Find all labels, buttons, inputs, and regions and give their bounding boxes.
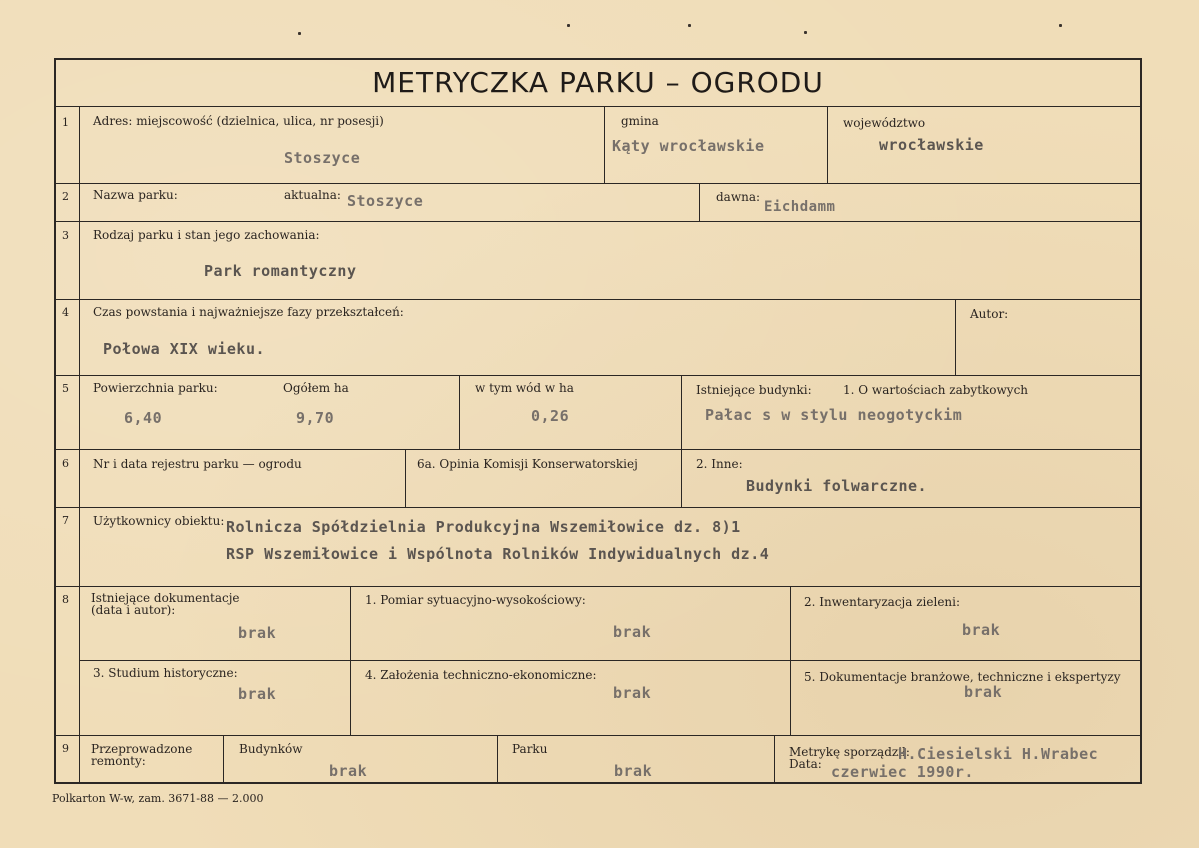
date-label: Data: <box>789 757 822 771</box>
cell-divider <box>459 375 460 449</box>
park-repairs-label: Parku <box>512 742 548 756</box>
row-number: 7 <box>62 514 69 527</box>
water-area-value: 0,26 <box>531 407 570 425</box>
number-column-divider <box>79 106 80 784</box>
buildings-repairs-label: Budynków <box>239 742 303 756</box>
former-name-value: Eichdamm <box>764 199 836 215</box>
existing-buildings-label: Istniejące budynki: <box>696 383 812 397</box>
former-name-label: dawna: <box>716 190 761 204</box>
users-line-1: Rolnicza Spółdzielnia Produkcyjna Wszemiłowice dz. 8)1 <box>226 518 741 536</box>
row-number: 3 <box>62 229 69 242</box>
existing-docs-label-2: (data i autor): <box>91 603 176 617</box>
monument-buildings-value: Pałac s w stylu neogotyckim <box>705 406 963 424</box>
cell-divider <box>604 106 605 183</box>
current-name-value: Stoszyce <box>347 192 424 210</box>
origin-value: Połowa XIX wieku. <box>103 340 266 358</box>
address-value: Stoszyce <box>284 149 361 167</box>
greenery-inventory-label: 2. Inwentaryzacja zieleni: <box>804 595 961 609</box>
survey-value: brak <box>613 623 652 641</box>
other-buildings-value: Budynki folwarczne. <box>746 477 928 495</box>
park-type-label: Rodzaj parku i stan jego zachowania: <box>93 228 320 242</box>
area-value: 6,40 <box>124 409 163 427</box>
row-line <box>56 183 1140 184</box>
row-line <box>56 507 1140 508</box>
repairs-label-2: remonty: <box>91 754 146 768</box>
gmina-label: gmina <box>621 114 659 128</box>
cell-divider <box>955 299 956 375</box>
existing-docs-label: Istniejące dokumentacje <box>91 591 240 605</box>
water-area-label: w tym wód w ha <box>475 381 574 395</box>
cell-divider <box>790 586 791 735</box>
survey-label: 1. Pomiar sytuacyjno-wysokościowy: <box>365 593 586 607</box>
printer-footer: Polkarton W-w, zam. 3671-88 — 2.000 <box>52 792 264 805</box>
branch-docs-label: 5. Dokumentacje branżowe, techniczne i ekspertyzy <box>804 670 1121 684</box>
technical-assumptions-value: brak <box>613 684 652 702</box>
row-number: 6 <box>62 457 69 470</box>
historical-study-value: brak <box>238 685 277 703</box>
row-line <box>56 375 1140 376</box>
cell-divider <box>350 586 351 735</box>
cell-divider <box>827 106 828 183</box>
historical-study-label: 3. Studium historyczne: <box>93 666 238 680</box>
park-type-value: Park romantyczny <box>204 262 357 280</box>
row-line <box>56 735 1140 736</box>
register-label: Nr i data rejestru parku — ogrodu <box>93 457 302 471</box>
row-number: 2 <box>62 190 69 203</box>
voivodeship-value: wrocławskie <box>879 136 984 154</box>
cell-divider <box>405 449 406 507</box>
gmina-value: Kąty wrocławskie <box>612 137 765 155</box>
repairs-label: Przeprowadzone <box>91 742 193 756</box>
row-number: 8 <box>62 593 69 606</box>
existing-docs-value: brak <box>238 624 277 642</box>
paper-speck <box>688 24 691 27</box>
row-line <box>56 449 1140 450</box>
total-area-value: 9,70 <box>296 409 335 427</box>
monument-buildings-label: 1. O wartościach zabytkowych <box>843 383 1029 397</box>
row-line <box>79 660 1140 661</box>
address-label: Adres: miejscowość (dzielnica, ulica, nr posesji) <box>93 114 384 128</box>
paper-speck <box>567 24 570 27</box>
prepared-by-label: Metrykę sporządził: <box>789 745 910 759</box>
area-label: Powierzchnia parku: <box>93 381 218 395</box>
row-number: 1 <box>62 116 69 129</box>
cell-divider <box>223 735 224 784</box>
voivodeship-label: województwo <box>843 116 926 130</box>
cell-divider <box>681 375 682 507</box>
form-title: METRYCZKA PARKU – OGRODU <box>372 66 824 99</box>
paper-speck <box>298 32 301 35</box>
row-number: 9 <box>62 742 69 755</box>
paper-speck <box>1059 24 1062 27</box>
row-number: 4 <box>62 306 69 319</box>
author-label: Autor: <box>970 307 1009 321</box>
technical-assumptions-label: 4. Założenia techniczno-ekonomiczne: <box>365 668 597 682</box>
greenery-inventory-value: brak <box>962 621 1001 639</box>
total-area-label: Ogółem ha <box>283 381 349 395</box>
park-name-label: Nazwa parku: <box>93 188 178 202</box>
cell-divider <box>774 735 775 784</box>
buildings-repairs-value: brak <box>329 762 368 780</box>
conservation-opinion-label: 6a. Opinia Komisji Konserwatorskiej <box>417 457 638 471</box>
other-buildings-label: 2. Inne: <box>696 457 743 471</box>
users-label: Użytkownicy obiektu: <box>93 514 225 528</box>
row-line <box>56 299 1140 300</box>
row-number: 5 <box>62 382 69 395</box>
date-value: czerwiec 1990r. <box>831 763 974 781</box>
users-line-2: RSP Wszemiłowice i Wspólnota Rolników Indywidualnych dz.4 <box>226 545 770 563</box>
title-bottom-line <box>56 106 1140 107</box>
paper-speck <box>804 31 807 34</box>
cell-divider <box>497 735 498 784</box>
cell-divider <box>699 183 700 221</box>
branch-docs-value: brak <box>964 683 1003 701</box>
current-name-label: aktualna: <box>284 188 341 202</box>
row-line <box>56 586 1140 587</box>
park-repairs-value: brak <box>614 762 653 780</box>
prepared-by-value: H.Ciesielski H.Wrabec <box>898 745 1099 763</box>
row-line <box>56 221 1140 222</box>
origin-label: Czas powstania i najważniejsze fazy przekształceń: <box>93 305 404 319</box>
